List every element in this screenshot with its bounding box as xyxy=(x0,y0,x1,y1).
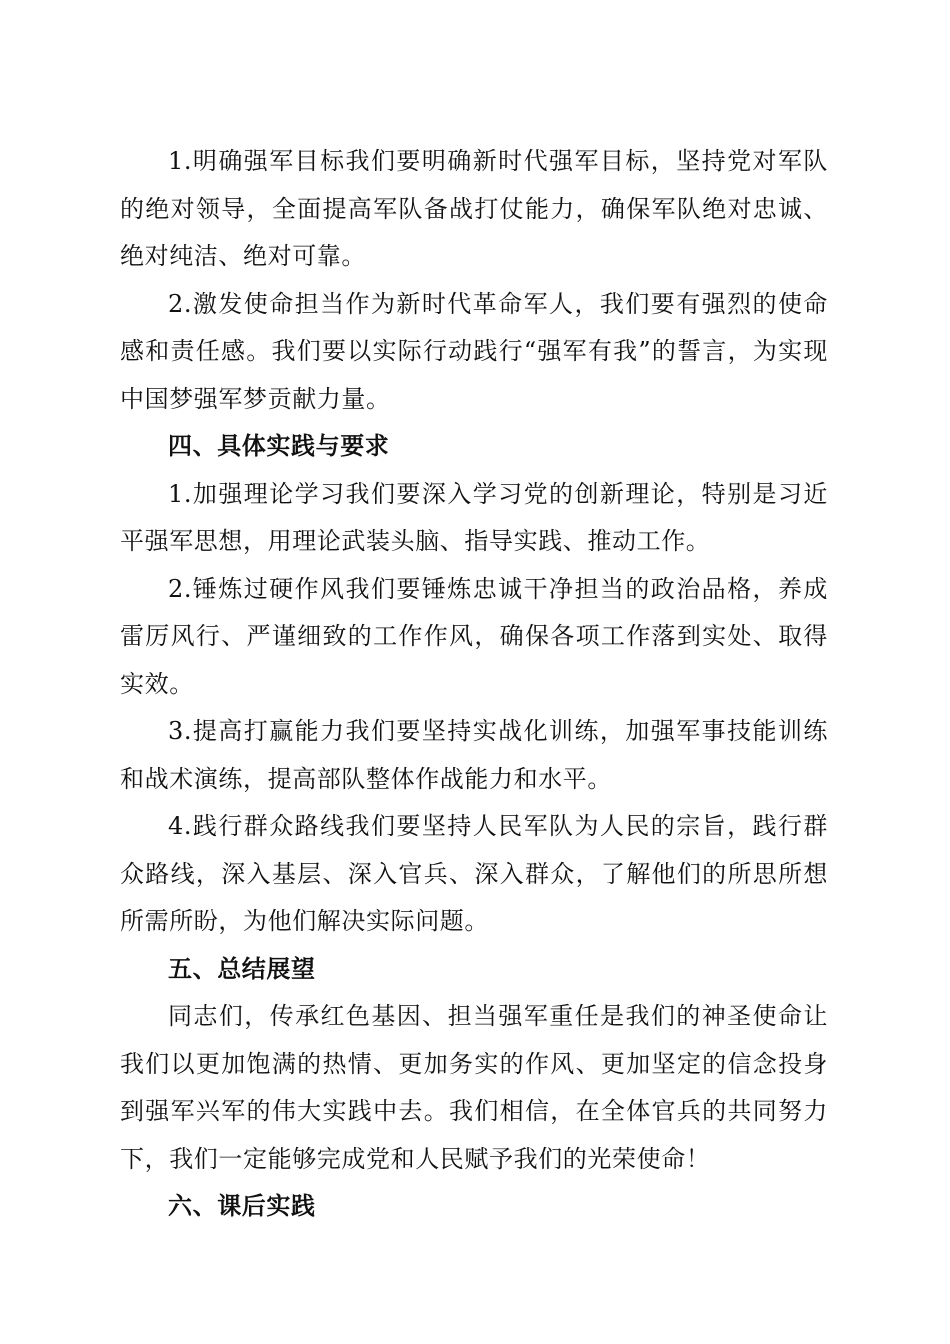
paragraph-summary: 同志们，传承红色基因、担当强军重任是我们的神圣使命让我们以更加饱满的热情、更加务实的作风、更加坚定的信念投身到强军兴军的伟大实践中去。我们相信，在全体官兵的共同努力下，我们一定能够完成党和人民赋予我们的光荣使命！ xyxy=(120,1002,828,1173)
paragraph-mission: 2.激发使命担当作为新时代革命军人，我们要有强烈的使命感和责任感。我们要以实际行动践行“强军有我”的誓言，为实现中国梦强军梦贡献力量。 xyxy=(120,289,828,413)
document-body xyxy=(120,138,828,1231)
paragraph-goal: 1.明确强军目标我们要明确新时代强军目标，坚持党对军队的绝对领导，全面提高军队备战打仗能力，确保军队绝对忠诚、绝对纯洁、绝对可靠。 xyxy=(120,147,828,270)
section-heading-after-class: 六、课后实践 xyxy=(168,1192,316,1220)
paragraph-mass-line: 4.践行群众路线我们要坚持人民军队为人民的宗旨，践行群众路线，深入基层、深入官兵、深入群众，了解他们的所思所想所需所盼，为他们解决实际问题。 xyxy=(120,812,828,935)
section-heading-practice: 四、具体实践与要求 xyxy=(168,432,390,460)
paragraph-theory: 1.加强理论学习我们要深入学习党的创新理论，特别是习近平强军思想，用理论武装头脑、指导实践、推动工作。 xyxy=(120,479,828,555)
paragraph-capability: 3.提高打赢能力我们要坚持实战化训练，加强军事技能训练和战术演练，提高部队整体作战能力和水平。 xyxy=(120,717,828,793)
paragraph-style: 2.锤炼过硬作风我们要锤炼忠诚干净担当的政治品格，养成雷厉风行、严谨细致的工作作风，确保各项工作落到实处、取得实效。 xyxy=(120,574,828,698)
section-heading-summary: 五、总结展望 xyxy=(168,954,316,983)
